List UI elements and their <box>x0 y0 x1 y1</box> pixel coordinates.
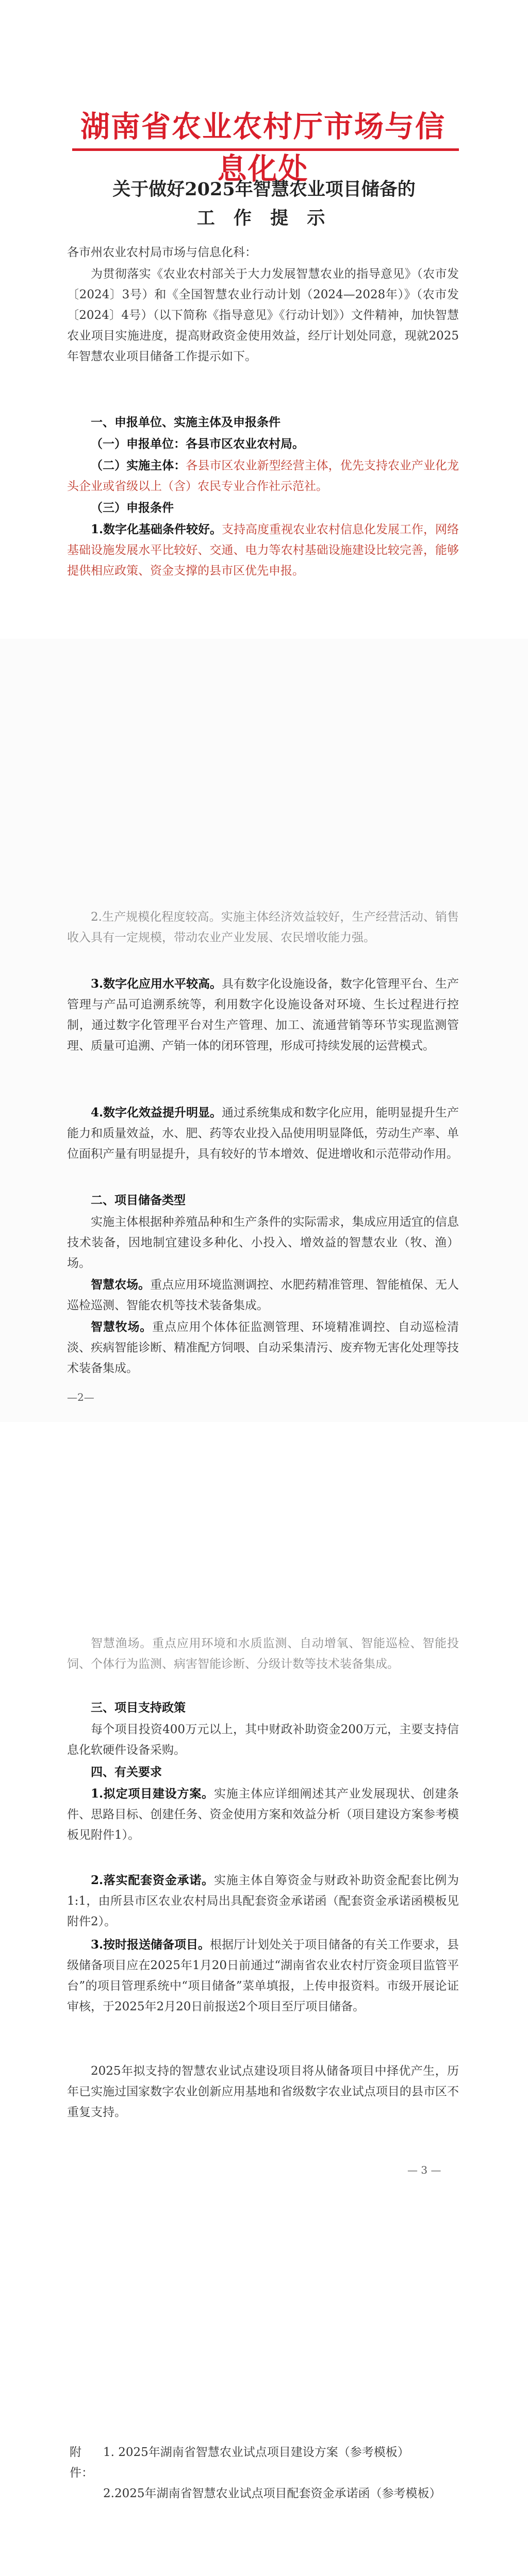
subsection-2 <box>67 455 459 497</box>
header-red-rule <box>72 148 459 151</box>
attachment-2: 2.2025年湖南省智慧农业试点项目配套资金承诺函（参考模板） <box>103 2487 441 2500</box>
condition-3 <box>67 974 459 1056</box>
requirement-1 <box>67 1784 459 1845</box>
condition-4 <box>67 1103 459 1164</box>
page-3 <box>0 1422 528 2205</box>
condition-1 <box>67 519 459 581</box>
subsection-2-text: 各县市区农业新型经营主体，优先支持农业产业化龙头企业或省级以上（含）农民专业合作社示范社。 <box>67 459 459 493</box>
section-2-heading: 二、项目储备类型 <box>91 1193 186 1207</box>
requirement-2-label: 2.落实配套资金承诺。 <box>91 1873 214 1887</box>
requirement-2 <box>67 1870 459 1932</box>
requirement-3 <box>67 1935 459 2017</box>
header-org-title: 湖南省农业农村厅市场与信息化处 <box>80 109 446 186</box>
requirement-3-label: 3.按时报送储备项目。 <box>91 1938 210 1952</box>
page-number-2: —2— <box>67 1391 94 1403</box>
section-2-text: 实施主体根据种养殖品种和生产条件的实际需求，集成应用适宜的信息技术装备，因地制宜建设多种化、小投入、增效益的智慧农业（牧、渔）场。 <box>67 1215 459 1270</box>
smart-farm-label: 智慧农场。 <box>91 1278 151 1292</box>
page-number-3: — 3 — <box>407 2164 441 2176</box>
attachment-1: 1. 2025年湖南省智慧农业试点项目建设方案（参考模板） <box>103 2446 409 2459</box>
smart-farm-text: 重点应用环境监测调控、水肥药精准管理、智能植保、无人巡检巡测、智能农机等技术装备集成。 <box>67 1278 459 1312</box>
page-4 <box>0 2205 528 2576</box>
requirement-1-label: 1.拟定项目建设方案。 <box>91 1787 214 1801</box>
subsection-3-heading: （三）申报条件 <box>91 501 174 515</box>
requirement-2-text: 实施主体自筹资金与财政补助资金配套比例为1:1，由所县市区农业农村局出具配套资金承诺函（配套资金承诺函模板见附件2）。 <box>67 1874 459 1928</box>
smart-fishery: 智慧渔场。重点应用环境和水质监测、自动增氧、智能巡检、智能投饲、个体行为监测、病害智能诊断、分级计数等技术装备集成。 <box>67 1637 459 1671</box>
requirement-4: 2025年拟支持的智慧农业试点建设项目将从储备项目中择优产生，历年已实施过国家数字农业创新应用基地和省级数字农业试点项目的县市区不重复支持。 <box>67 2064 459 2119</box>
subsection-1 <box>67 434 459 454</box>
condition-4-label: 4.数字化效益提升明显。 <box>91 1106 222 1120</box>
page-1 <box>0 0 528 639</box>
smart-livestock-label: 智慧牧场。 <box>91 1320 153 1334</box>
section-3-heading: 三、项目支持政策 <box>91 1701 186 1715</box>
condition-1-label: 1.数字化基础条件较好。 <box>91 522 222 536</box>
condition-2: 2.生产规模化程度较高。实施主体经济效益较好，生产经营活动、销售收入具有一定规模，带动农业产业发展、农民增收能力强。 <box>67 910 459 944</box>
attachments-label: 附件： <box>70 2446 93 2480</box>
document-title-line2: 工 作 提 示 <box>196 208 332 229</box>
subsection-1-text: （一）申报单位：各县市区农业农村局。 <box>91 437 304 451</box>
requirement-1-text: 实施主体应详细阐述其产业发展现状、创建条件、思路目标、创建任务、资金使用方案和效益分析（项目建设方案参考模板见附件1）。 <box>67 1787 459 1842</box>
smart-livestock-text: 重点应用个体体征监测管理、环境精准调控、自动巡检清淡、疾病智能诊断、精准配方饲喂、自动采集清污、废弃物无害化处理等技术装备集成。 <box>67 1320 459 1375</box>
smart-livestock <box>67 1317 459 1379</box>
section-3-text: 每个项目投资400万元以上，其中财政补助资金200万元，主要支持信息化软硬件设备采购。 <box>67 1723 459 1757</box>
salutation: 各市州农业农村局市场与信息化科： <box>67 246 257 259</box>
section-1-heading: 一、申报单位、实施主体及申报条件 <box>91 415 280 429</box>
condition-1-text: 支持高度重视农业农村信息化发展工作，网络基础设施发展水平比较好、交通、电力等农村基础设施建设比较完善，能够提供相应政策、资金支撑的县市区优先申报。 <box>67 523 459 578</box>
section-4-heading: 四、有关要求 <box>91 1765 162 1779</box>
requirement-3-text: 根据厅计划处关于项目储备的有关工作要求，县级储备项目应在2025年1月20日前通过“湖南省农业农村厅资金项目监管平台”的项目管理系统中“项目储备”菜单填报，上传申报资料。市级开展论证审核，于2025年2月20日前报送2个项目至厅项目储备。 <box>67 1938 459 2013</box>
page-2 <box>0 639 528 1422</box>
document-title-line1: 关于做好2025年智慧农业项目储备的 <box>112 179 416 200</box>
condition-4-text: 通过系统集成和数字化应用，能明显提升生产能力和质量效益，水、肥、药等农业投入品使用明显降低，劳动生产率、单位面积产量有明显提升，具有较好的节本增效、促进增收和示范带动作用。 <box>67 1106 459 1161</box>
condition-3-text: 具有数字化设施设备，数字化管理平台、生产管理与产品可追溯系统等，利用数字化设施设备对环境、生长过程进行控制，通过数字化管理平台对生产管理、加工、流通营销等环节实现监测管理、质量可追溯、产销一体的闭环管理，形成可持续发展的运营模式。 <box>67 977 459 1053</box>
smart-farm <box>67 1275 459 1316</box>
subsection-2-label: （二）实施主体： <box>91 459 186 472</box>
intro-paragraph: 为贯彻落实《农业农村部关于大力发展智慧农业的指导意见》（农市发〔2024〕3号）和《全国智慧农业行动计划（2024—2028年）》（农市发〔2024〕4号）（以下简称《指导意见》《行动计划》）文件精神，加快智慧农业项目实施进度，提高财政资金使用效益，经厅计划处同意，现就2025年智慧农业项目储备工作提示如下。 <box>67 267 459 363</box>
condition-3-label: 3.数字化应用水平较高。 <box>91 977 222 991</box>
